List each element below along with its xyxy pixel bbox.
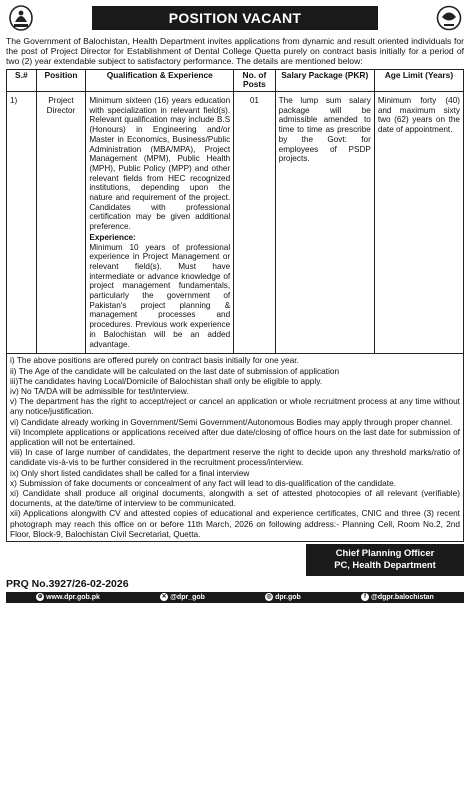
header-salary: Salary Package (PKR): [275, 69, 374, 91]
condition-item: vii) Incomplete applications or applications received after due date/closing of office hours on the last date for submission of application will not be entertained.: [10, 426, 460, 447]
header-age: Age Limit (Years): [374, 69, 463, 91]
social-link-text: www.dpr.gob.pk: [46, 593, 100, 601]
qualification-text: Minimum sixteen (16) years education with specialization in relevant field(s). Relevant qualification may include B.S (Honours) in Engineering and/or Master in Economics, Business/Public Administration (MBA/MPA), Project Management (MPM), Public Health (MPH), Public Policy (MPP) and other relevant fields from HEC recognized institutions, depending upon the nature and requirement of the project. Candidates with professional certification may be given additional preference.: [89, 96, 231, 232]
header-qualification: Qualification & Experience: [86, 69, 234, 91]
condition-item: xii) Applications alongwith CV and attested copies of educational and experience certificates, CNIC and three (3) recent photograph may reach this office on or before 11th March, 2026 on following address:- Planning Cell, Room No.2, 2nd Floor, Block-9, Balochistan Civil Secretariat, Quetta.: [10, 508, 460, 539]
social-links-bar: [6, 592, 464, 603]
table-header-row: [7, 69, 464, 91]
social-link-website[interactable]: [36, 593, 100, 601]
social-link-text: dpr.gob: [275, 593, 301, 601]
social-link-instagram[interactable]: [265, 593, 301, 601]
social-link-facebook[interactable]: [361, 593, 434, 601]
conditions-list: [6, 354, 464, 542]
condition-item: x) Submission of fake documents or concealment of any fact will lead to dis-qualification of the candidate.: [10, 477, 397, 488]
header-position: Position: [36, 69, 86, 91]
social-link-x[interactable]: [160, 593, 205, 601]
officer-department: PC, Health Department: [334, 558, 436, 570]
experience-heading: Experience:: [89, 232, 136, 242]
social-link-text: @dpr_gob: [170, 593, 205, 601]
health-department-emblem-icon: [436, 4, 462, 32]
x-icon: ✕: [161, 594, 167, 601]
condition-item: viii) In case of large number of candidates, the department reserve the right to decide upon any threshold marks/ratio of candidate vis-à-vis to be further considered in the recruitment process/interview.: [10, 447, 460, 468]
page-title: POSITION VACANT: [168, 10, 302, 26]
cell-sno: 1): [7, 92, 37, 354]
cell-salary: The lump sum salary package will be admissible amended to time to time as prescribe by the Govt: for employees of PSDP projects.: [275, 92, 374, 354]
condition-item: i) The above positions are offered purely on contract basis initially for one year.: [10, 355, 299, 366]
table-row: [7, 92, 464, 354]
condition-item: xi) Candidate shall produce all original documents, alongwith a set of attested photocopies of all relevant (verifiable) documents, at the date/time of interview to be communicated.: [10, 487, 460, 509]
government-emblem-icon: [8, 4, 34, 32]
cell-qualification: [86, 92, 234, 354]
globe-icon: ⊕: [37, 594, 43, 601]
cell-posts: 01: [234, 92, 275, 354]
condition-item: ix) Only short listed candidates shall be called for a final interview: [10, 467, 250, 478]
title-bar: [92, 6, 378, 30]
header-sno: S.#: [7, 69, 37, 91]
intro-paragraph: The Government of Balochistan, Health Department invites applications from dynamic and result oriented individuals for the post of Project Director for Establishment of Dental College Quetta purely on contract basis initially for a period of two (2) year extendable subject to satisfactory performance. The details are mentioned below:: [6, 36, 464, 67]
experience-text: Minimum 10 years of professional experience in Project Management or relevant field(s). Must have intermediate or advance knowledge of project management fundamentals, particularly the government of Pakistan's project planning & management processes and procedures. Previous work experience in Balochistan will be an added advantage.: [89, 242, 231, 349]
position-table: [6, 69, 464, 355]
header: [6, 4, 464, 34]
instagram-icon: ◎: [266, 594, 272, 601]
cell-position: Project Director: [36, 92, 86, 354]
cell-age: Minimum forty (40) and maximum sixty two (62) years on the date of appointment.: [374, 92, 463, 354]
condition-item: v) The department has the right to accept/reject or cancel an application or whole recruitment process at any time without any notice/justification.: [10, 396, 460, 417]
advertisement-page: [6, 4, 464, 601]
officer-title: Chief Planning Officer: [335, 546, 435, 558]
condition-item: iv) No TA/DA will be admissible for test/interview.: [10, 385, 189, 396]
social-link-text: @dgpr.balochistan: [371, 593, 434, 601]
signature-block: [306, 544, 464, 576]
condition-item: vi) Candidate already working in Government/Semi Government/Autonomous Bodies may apply through proper channel.: [10, 416, 453, 427]
header-posts: No. of Posts: [234, 69, 275, 91]
condition-item: iii)The candidates having Local/Domicile of Balochistan shall only be eligible to apply.: [10, 375, 323, 386]
prq-number: PRQ No.3927/26-02-2026: [6, 577, 129, 590]
facebook-icon: f: [361, 593, 369, 601]
footer: [6, 542, 464, 601]
condition-item: ii) The Age of the candidate will be calculated on the last date of submission of application: [10, 365, 340, 376]
